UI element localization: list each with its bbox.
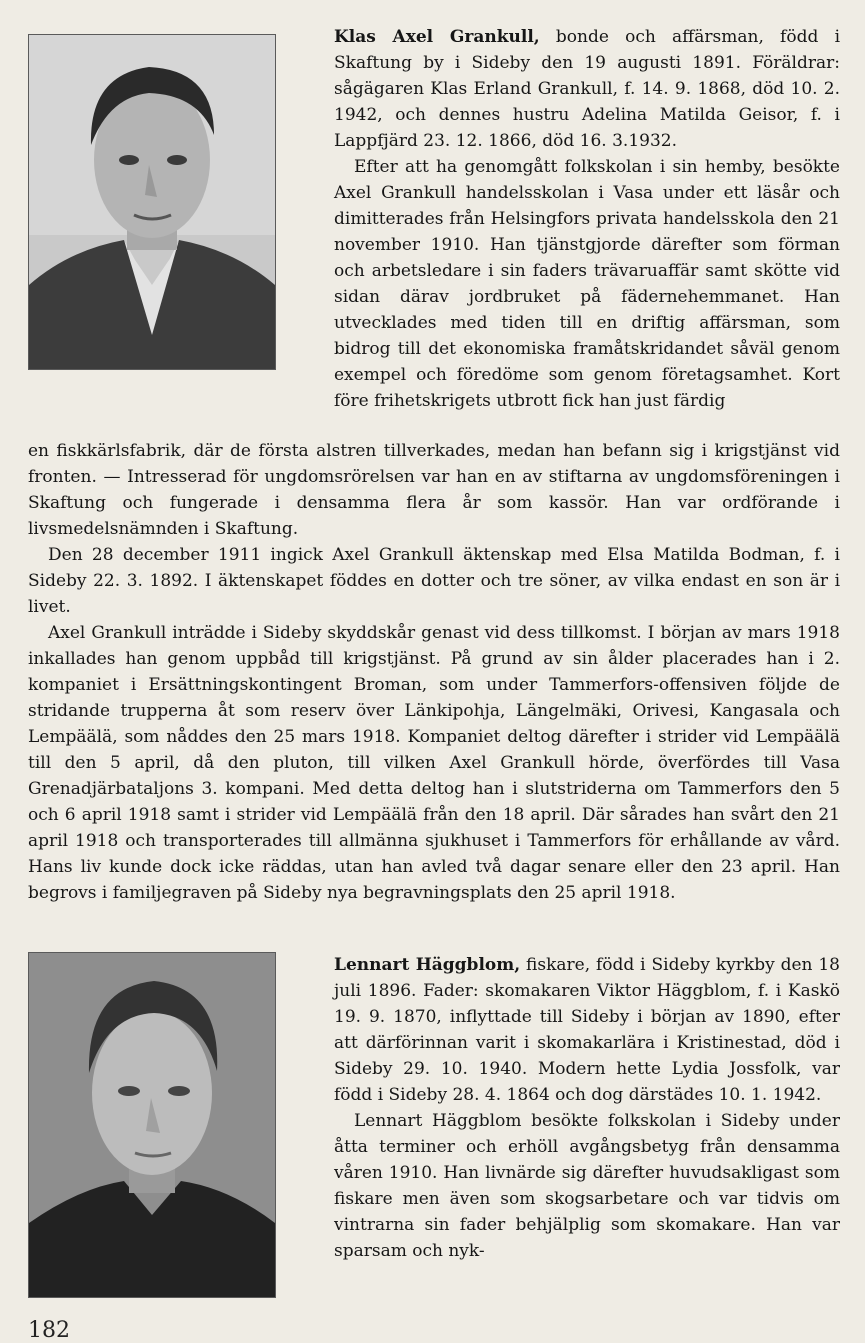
- bio-grankull-education-top: Efter att ha genomgått folkskolan i sin hemby, besökte Axel Grankull handelsskolan i Vasa under ett läsår och dimitterades från Helsingfors privata handelsskola den 21 november 1910. Han tjänstgjorde därefter som förman och arbetsledare i sin faders trävaruaffär samt skötte vid sidan därav jordbruket på fädernehemmanet. Han utvecklades med tiden till en driftig affärsman, som bidrog till det ekonomiska framåtskridandet såväl genom exempel och föredöme som genom företagsamhet. Kort före frihetskrigets utbrott fick han just färdig: [334, 157, 840, 411]
- bio-grankull-intro: [334, 24, 840, 414]
- portrait-image-icon: [29, 953, 275, 1297]
- bio-grankull-war-service: Axel Grankull inträdde i Sideby skyddskår genast vid dess tillkomst. I början av mars 1918 inkallades han genom uppbåd till krigstjänst. På grund av sin ålder placerades han i 2. kompaniet i Ersättningskontingent Broman, som under Tammerfors-offensiven följde de stridande trupperna åt som reserv över Länkipohja, Längelmäki, Orivesi, Kangasala och Lempäälä, som nåddes den 25 mars 1918. Kompaniet deltog därefter i strider vid Lempäälä till den 5 april, då den pluton, till vilken Axel Grankull hörde, överfördes till Vasa Grenadjärbataljons 3. kompani. Med detta deltog han i slutstriderna om Tammerfors den 5 och 6 april 1918 samt i strider vid Lempäälä från den 18 april. Där sårades han svårt den 21 april 1918 och transporterades till allmänna sjukhuset i Tammerfors för erhållande av vård. Hans liv kunde dock icke räddas, utan han avled två dagar senare eller den 23 april. Han begrovs i familjegraven på Sideby nya begravningsplats den 25 april 1918.: [28, 623, 840, 903]
- bio-grankull-marriage: Den 28 december 1911 ingick Axel Grankull äktenskap med Elsa Matilda Bodman, f. i Sideby 22. 3. 1892. I äktenskapet föddes en dotter och tre söner, av vilka endast en son är i livet.: [28, 545, 840, 617]
- bio-grankull-continued: [28, 438, 840, 906]
- portrait-image-icon: [29, 35, 275, 369]
- portrait-photo-haggblom: [28, 952, 276, 1298]
- bio-grankull-intro-text: bonde och affärsman, född i Skaftung by i Sideby den 19 augusti 1891. Föräldrar: sågägaren Klas Erland Grankull, f. 14. 9. 1868, död 10. 2. 1942, och dennes hustru Adelina Matilda Geisor, f. i Lappfjärd 23. 12. 1866, död 16. 3.1932.: [334, 27, 840, 151]
- bio-haggblom: [334, 952, 840, 1264]
- bio-haggblom-education: Lennart Häggblom besökte folkskolan i Sideby under åtta terminer och erhöll avgångsbetyg från densamma våren 1910. Han livnärde sig därefter huvudsakligast som fiskare men även som skogsarbetare och var tidvis om vintrarna sin fader behjälplig som skomakare. Han var sparsam och nyk-: [334, 1111, 840, 1261]
- bio-grankull-name: Klas Axel Grankull,: [334, 27, 540, 47]
- bio-haggblom-intro-text: fiskare, född i Sideby kyrkby den 18 juli 1896. Fader: skomakaren Viktor Häggblom, f. i Kaskö 19. 9. 1870, inflyttade till Sideby i början av 1890, efter att därförinnan varit i skomakarlära i Kristinestad, död i Sideby 29. 10. 1940. Modern hette Lydia Jossfolk, var född i Sideby 28. 4. 1864 och dog därstädes 10. 1. 1942.: [334, 955, 840, 1105]
- portrait-photo-grankull: [28, 34, 276, 370]
- bio-haggblom-name: Lennart Häggblom,: [334, 955, 521, 975]
- bio-grankull-education-rest: en fiskkärlsfabrik, där de första alstren tillverkades, medan han befann sig i krigstjänst vid fronten. — Intresserad för ungdomsrörelsen var han en av stiftarna av ungdomsföreningen i Skaftung och fungerade i densamma flera år som kassör. Han var ordförande i livsmedelsnämnden i Skaftung.: [28, 441, 840, 539]
- page-number: 182: [28, 1318, 70, 1343]
